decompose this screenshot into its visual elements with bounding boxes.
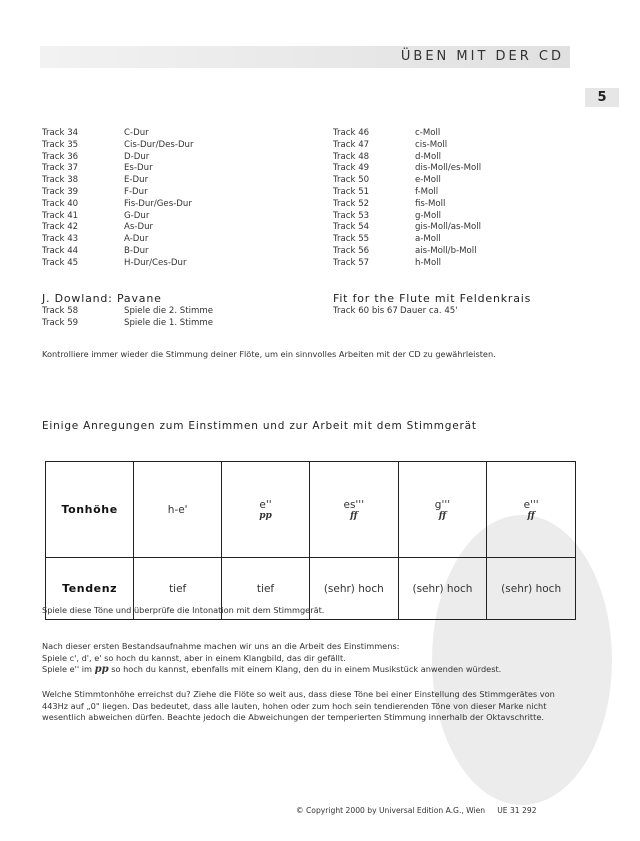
track-number: Track 52 bbox=[333, 198, 370, 209]
track-number: Track 55 bbox=[333, 234, 370, 245]
pitch: h-e' bbox=[167, 503, 188, 516]
track-number: Track 56 bbox=[333, 245, 370, 256]
tuning-note: Kontrolliere immer wieder die Stimmung deiner Flöte, um ein sinnvolles Arbeiten mit der CD zu gewährleisten. bbox=[42, 349, 496, 359]
dynamic-mark: ff bbox=[527, 510, 535, 521]
text-line: Spiele c', d', e' so hoch du kannst, aber in einem Klangbild, das dir gefällt. bbox=[42, 652, 346, 663]
pitch: g''' bbox=[434, 498, 451, 511]
tendency-cell: (sehr) hoch bbox=[398, 558, 487, 620]
pitch-cell bbox=[309, 462, 398, 558]
dynamic-mark: pp bbox=[259, 510, 272, 521]
track-key: cis-Moll bbox=[415, 139, 448, 150]
track-row bbox=[42, 234, 194, 246]
tendency-cell: tief bbox=[222, 558, 310, 620]
row-label: Tendenz bbox=[46, 558, 134, 620]
track-number: Track 35 bbox=[42, 139, 79, 150]
track-number: Track 45 bbox=[42, 257, 79, 268]
feldenkrais-title: Fit for the Flute mit Feldenkrais bbox=[333, 292, 532, 305]
track-row bbox=[42, 258, 194, 270]
paragraph bbox=[42, 689, 555, 724]
track-key: e-Moll bbox=[415, 175, 441, 186]
track-row bbox=[42, 222, 194, 234]
track-key: d-Moll bbox=[415, 151, 442, 162]
tendency-cell: (sehr) hoch bbox=[487, 558, 576, 620]
track-key: Cis-Dur/Des-Dur bbox=[124, 139, 194, 150]
track-key: C-Dur bbox=[124, 128, 149, 138]
page-number: 5 bbox=[585, 88, 619, 107]
pitch-cell bbox=[134, 462, 222, 558]
pitch-cell bbox=[487, 462, 576, 558]
track-key: a-Moll bbox=[415, 234, 441, 245]
track-row bbox=[333, 128, 481, 140]
track-desc: Spiele die 2. Stimme bbox=[124, 306, 214, 316]
text-line: wesentlich abweichen dürfen. Beachte jedoch die Abweichungen der temperierten Stimmung innerhalb der Oktavschritte. bbox=[42, 712, 544, 722]
pitch: e'' bbox=[259, 498, 272, 511]
dowland-title: J. Dowland: Pavane bbox=[42, 292, 162, 305]
track-row bbox=[333, 258, 481, 270]
track-number: Track 50 bbox=[333, 175, 370, 186]
track-number: Track 57 bbox=[333, 257, 370, 268]
track-key: fis-Moll bbox=[415, 198, 446, 209]
track-key: D-Dur bbox=[124, 151, 150, 162]
track-row bbox=[42, 152, 194, 164]
track-row bbox=[42, 140, 194, 152]
track-key: G-Dur bbox=[124, 210, 150, 221]
track-number: Track 49 bbox=[333, 163, 370, 174]
track-row bbox=[42, 187, 194, 199]
track-number: Track 40 bbox=[42, 198, 79, 209]
track-row bbox=[333, 246, 481, 258]
track-key: g-Moll bbox=[415, 210, 442, 221]
track-number: Track 46 bbox=[333, 128, 370, 138]
track-row bbox=[333, 152, 481, 164]
copyright: © Copyright 2000 by Universal Edition A.G., Wien UE 31 292 bbox=[296, 806, 537, 815]
text-line: Welche Stimmtonhöhe erreichst du? Ziehe die Flöte so weit aus, dass diese Töne bei einer Einstellung des Stimmgerätes von bbox=[42, 689, 555, 699]
track-key: Fis-Dur/Ges-Dur bbox=[124, 198, 192, 209]
track-key: ais-Moll/b-Moll bbox=[415, 245, 477, 256]
track-key: As-Dur bbox=[124, 222, 154, 233]
track-number: Track 54 bbox=[333, 222, 370, 233]
text-line bbox=[42, 664, 501, 676]
track-number: Track 59 bbox=[42, 317, 79, 328]
pitch: es''' bbox=[343, 498, 365, 511]
track-row bbox=[42, 246, 194, 258]
track-row bbox=[333, 175, 481, 187]
track-row bbox=[333, 211, 481, 223]
track-key: F-Dur bbox=[124, 186, 148, 197]
track-number: Track 44 bbox=[42, 245, 79, 256]
text: Spiele e'' im bbox=[42, 664, 95, 674]
track-row bbox=[42, 128, 194, 140]
track-key: A-Dur bbox=[124, 234, 149, 245]
track-row bbox=[42, 175, 194, 187]
track-key: H-Dur/Ces-Dur bbox=[124, 257, 187, 268]
dynamic-mark: ff bbox=[438, 510, 447, 521]
track-row bbox=[42, 211, 194, 223]
track-number: Track 48 bbox=[333, 151, 370, 162]
track-row bbox=[333, 187, 481, 199]
track-key: E-Dur bbox=[124, 175, 149, 186]
track-number: Track 38 bbox=[42, 175, 79, 186]
track-row bbox=[42, 199, 194, 211]
section-header bbox=[40, 46, 570, 68]
track-row bbox=[333, 222, 481, 234]
table-row bbox=[46, 462, 576, 558]
pitch-table bbox=[45, 461, 576, 620]
row-label: Tonhöhe bbox=[46, 462, 134, 558]
track-desc: Dauer ca. 45' bbox=[400, 306, 458, 316]
tendency-cell: (sehr) hoch bbox=[309, 558, 398, 620]
dynamic-mark: ff bbox=[350, 510, 358, 521]
track-number: Track 37 bbox=[42, 163, 79, 174]
tendency-cell: tief bbox=[134, 558, 222, 620]
dynamic-mark: pp bbox=[94, 664, 109, 675]
track-key: c-Moll bbox=[415, 128, 441, 138]
feldenkrais-tracks bbox=[333, 306, 458, 318]
track-row bbox=[333, 163, 481, 175]
track-number: Track 39 bbox=[42, 186, 79, 197]
track-number: Track 58 bbox=[42, 306, 79, 316]
paragraph: Spiele diese Töne und überprüfe die Intonation mit dem Stimmgerät. bbox=[42, 605, 325, 615]
track-desc: Spiele die 1. Stimme bbox=[124, 317, 214, 328]
track-key: f-Moll bbox=[415, 186, 439, 197]
track-number: Track 41 bbox=[42, 210, 79, 221]
pitch-cell bbox=[222, 462, 310, 558]
track-number: Track 36 bbox=[42, 151, 79, 162]
track-key: Es-Dur bbox=[124, 163, 153, 174]
track-number: Track 42 bbox=[42, 222, 79, 233]
track-number: Track 43 bbox=[42, 234, 79, 245]
pitch: e''' bbox=[523, 498, 539, 511]
track-key: dis-Moll/es-Moll bbox=[415, 163, 482, 174]
track-row bbox=[333, 199, 481, 211]
pitch-cell bbox=[398, 462, 487, 558]
text: so hoch du kannst, ebenfalls mit einem Klang, den du in einem Musikstück anwenden würdest. bbox=[108, 664, 502, 674]
section-title: Einige Anregungen zum Einstimmen und zur Arbeit mit dem Stimmgerät bbox=[42, 420, 477, 432]
text-line: 443Hz auf „0" liegen. Das bedeutet, dass alle lauten, hohen oder zum hoch sein tendierenden Töne von dieser Marke nicht bbox=[42, 700, 547, 711]
track-row bbox=[42, 163, 194, 175]
track-number: Track 34 bbox=[42, 128, 79, 138]
header-title: ÜBEN MIT DER CD bbox=[400, 49, 564, 64]
track-list-minor bbox=[333, 128, 481, 270]
track-number: Track 53 bbox=[333, 210, 370, 221]
track-number: Track 51 bbox=[333, 186, 370, 197]
dowland-tracks bbox=[42, 306, 213, 330]
track-key: h-Moll bbox=[415, 257, 441, 268]
paragraph bbox=[42, 641, 501, 676]
track-row bbox=[333, 234, 481, 246]
track-number: Track 47 bbox=[333, 139, 370, 150]
track-list-major bbox=[42, 128, 194, 270]
text-line: Nach dieser ersten Bestandsaufnahme machen wir uns an die Arbeit des Einstimmens: bbox=[42, 641, 400, 651]
track-key: B-Dur bbox=[124, 245, 149, 256]
track-key: gis-Moll/as-Moll bbox=[415, 222, 482, 233]
track-row bbox=[333, 140, 481, 152]
track-number: Track 60 bis 67 bbox=[333, 306, 398, 316]
